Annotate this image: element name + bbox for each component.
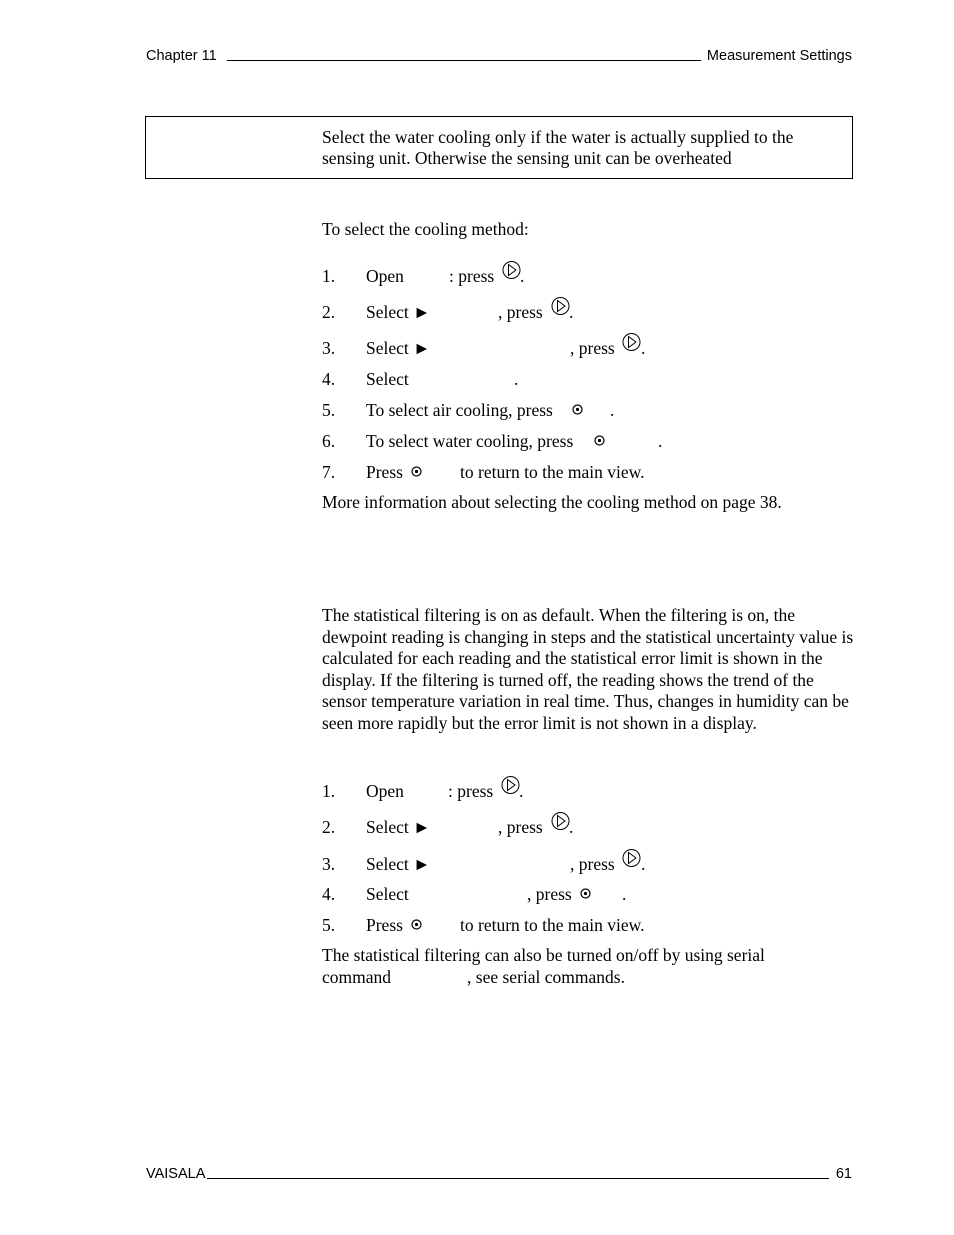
arrow-button-icon <box>501 774 520 796</box>
cooling-intro: To select the cooling method: <box>322 219 529 239</box>
section-title: Measurement Settings <box>706 48 852 64</box>
serial-command-note <box>322 945 812 988</box>
serial-note-text: The statistical filtering can also be turned on/off by using serial command <box>322 945 765 987</box>
enter-button-icon <box>594 435 605 446</box>
arrow-button-icon <box>551 810 570 832</box>
arrow-button-icon <box>551 295 570 317</box>
note-box <box>145 116 853 179</box>
footer-rule <box>207 1178 828 1179</box>
cooling-more-info: More information about selecting the cooling method on page 38. <box>322 492 782 512</box>
page-number: 61 <box>835 1166 852 1182</box>
enter-button-icon <box>411 466 422 477</box>
header-rule <box>227 60 701 61</box>
note-text: Select the water cooling only if the water is actually supplied to the sensing unit. Otherwise the sensing unit can be overheated <box>322 127 794 168</box>
enter-button-icon <box>572 404 583 415</box>
filtering-paragraph: The statistical filtering is on as default. When the filtering is on, the dewpoint reading is changing in steps and the statistical uncertainty value is calculated for each reading and the statistical error limit is shown in the display. If the filtering is turned off, the reading shows the trend of the sensor temperature variation in real time. Thus, changes in humidity can be seen more rapidly but the error limit is not shown in a display. <box>322 605 854 733</box>
enter-button-icon <box>411 919 422 930</box>
arrow-button-icon <box>622 331 641 353</box>
chapter-label: Chapter 11 <box>146 48 217 64</box>
arrow-button-icon <box>622 847 641 869</box>
serial-note-end: , see serial commands. <box>467 966 625 987</box>
enter-button-icon <box>580 888 591 899</box>
page-footer <box>146 1166 852 1182</box>
page-header <box>146 48 852 64</box>
footer-brand: VAISALA <box>146 1166 206 1182</box>
arrow-button-icon <box>502 259 521 281</box>
